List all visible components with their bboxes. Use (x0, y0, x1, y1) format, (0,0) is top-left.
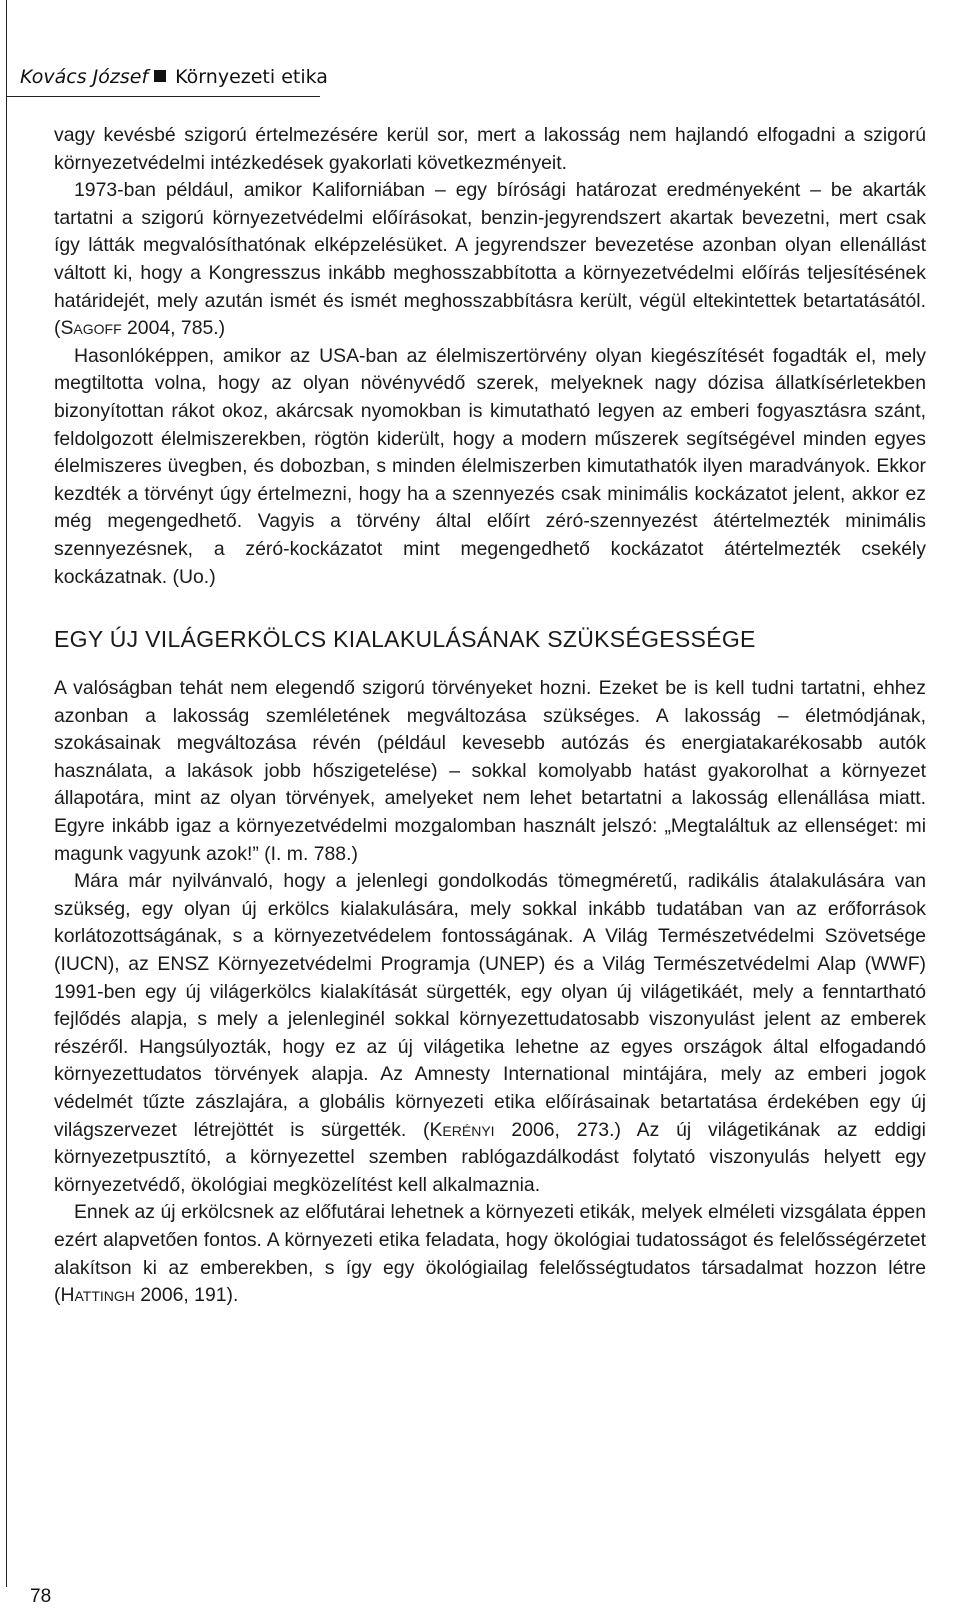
paragraph-2-cite-rest: 2004, 785.) (121, 317, 226, 340)
margin-rule (6, 97, 7, 1587)
square-bullet-icon (154, 70, 166, 82)
header-title: Környezeti etika (175, 66, 328, 88)
paragraph-2-text: 1973-ban például, amikor Kaliforniában – egy bírósági határozat eredményeként – be akarták tartatni a szigorú környezetvédelmi előírásokat, benzin-jegyrendszert akartak bevezetni, mert csak így látták megvalósíthatónak elképzelésüket. A jegyrendszer bevezetése azonban olyan ellenállást váltott ki, hogy a Kongresszus inkább meghosszabbította a környezetvédelmi előírás teljesítésének határidejét, mely azután ismét és ismét meghosszabbításra került, végül eltekintettek betartatásától. ( (54, 179, 926, 340)
paragraph-2 (54, 177, 926, 343)
running-head (20, 66, 328, 88)
paragraph-5-text: Mára már nyilvánvaló, hogy a jelenlegi gondolkodás tömegméretű, radikális átalakulására van szükség, egy olyan új erkölcs kialakulására, mely sokkal inkább tudatában van az erőforrások korlátozottságának, s a környezetvédelem fontosságának. A Világ Természetvédelmi Szövetsége (IUCN), az ENSZ Környezetvédelmi Programja (UNEP) és a Világ Természetvédelmi Alap (WWF) 1991-ben egy új világerkölcs kialakítását sürgették, egy olyan új világetikáét, mely a fenntartható fejlődés alapja, s mely a jelenleginél sokkal környezettudatosabb viszonyulást jelent az emberek részéről. Hangsúlyozták, hogy ez az új világetika lehetne az egyes országok által elfogadandó környezettudatos törvények alapja. Az Amnesty International mintájára, mely az emberi jogok védelmét tűzte zászlajára, a globális környezeti etika előírásainak betartatása érdekében egy új világszervezet létrejöttét is sürgették. ( (54, 870, 926, 1141)
section-heading: EGY ÚJ VILÁGERKÖLCS KIALAKULÁSÁNAK SZÜKSÉGESSÉGE (54, 626, 756, 653)
paragraph-5-cite-rest: 2006, 273.) Az új világetikának az eddigi környezetpusztító, a környezettel szemben rablógazdálkodást folytató viszonyulás helyett egy környezetvédő, ökológiai megközelítést kell alkalmaznia. (54, 1118, 926, 1196)
citation-hattingh: Hattingh (60, 1284, 135, 1307)
page-body (54, 122, 926, 1310)
paragraph-3: Hasonlóképpen, amikor az USA-ban az élelmiszertörvény olyan kiegészítését fogadták el, mely megtiltotta volna, hogy az olyan növényvédő szerek, melyeknek nagy dózisa állatkísérletekben bizonyítottan rákot okoz, akárcsak nyomokban is kimutatható legyen az emberi fogyasztásra szánt, feldolgozott élelmiszerekben, rögtön kiderült, hogy a modern műszerek segítségével minden egyes élelmiszeres üvegben, és dobozban, s minden élelmiszerben kimutathatók ilyen maradványok. Ekkor kezdték a törvényt úgy értelmezni, hogy ha a szennyezés csak minimális kockázatot jelent, akkor ez még megengedhető. Vagyis a törvény által előírt zéró-szennyezést átértelmezték minimális szennyezésnek, a zéró-kockázatot mint megengedhető kockázatot átértelmezték csekély kockázatnak. (Uo.) (54, 344, 926, 588)
paragraph-6-cite-rest: 2006, 191). (134, 1284, 239, 1307)
paragraph-4: A valóságban tehát nem elegendő szigorú törvényeket hozni. Ezeket be is kell tudni tartatni, ehhez azonban a lakosság szemléletének megváltozása szükséges. A lakosság – életmódjának, szokásainak megváltozása révén (például kevesebb autózás és energiatakarékosabb autók használata, a lakások jobb hőszigetelése) – sokkal komolyabb hatást gyakorolhat a környezet állapotára, mint az olyan törvények, amelyeket nem lehet betartatni a lakosság ellenállása miatt. Egyre inkább igaz a környezetvédelmi mozgalomban használt jelszó: „Megtaláltuk az ellenséget: mi magunk vagyunk azok!” (I. m. 788.) (54, 677, 926, 865)
paragraph-6 (54, 1199, 926, 1309)
citation-kerenyi: Kerényi (429, 1118, 495, 1141)
citation-sagoff: Sagoff (60, 317, 122, 340)
paragraph-6-text: Ennek az új erkölcsnek az előfutárai lehetnek a környezeti etikák, melyek elméleti vizsgálata éppen ezért alapvetően fontos. A környezeti etika feladata, hogy ökológiai tudatosságot és felelősségérzetet alakítson ki az emberekben, s így egy ökológiailag felelősségtudatos társadalmat hozzon létre ( (54, 1201, 926, 1307)
paragraph-1: vagy kevésbé szigorú értelmezésére kerül sor, mert a lakosság nem hajlandó elfogadni a szigorú környezetvédelmi intézkedések gyakorlati következményeit. (54, 124, 926, 174)
header-author: Kovács József (20, 66, 149, 88)
page-number: 78 (30, 1586, 52, 1607)
paragraph-5 (54, 868, 926, 1199)
